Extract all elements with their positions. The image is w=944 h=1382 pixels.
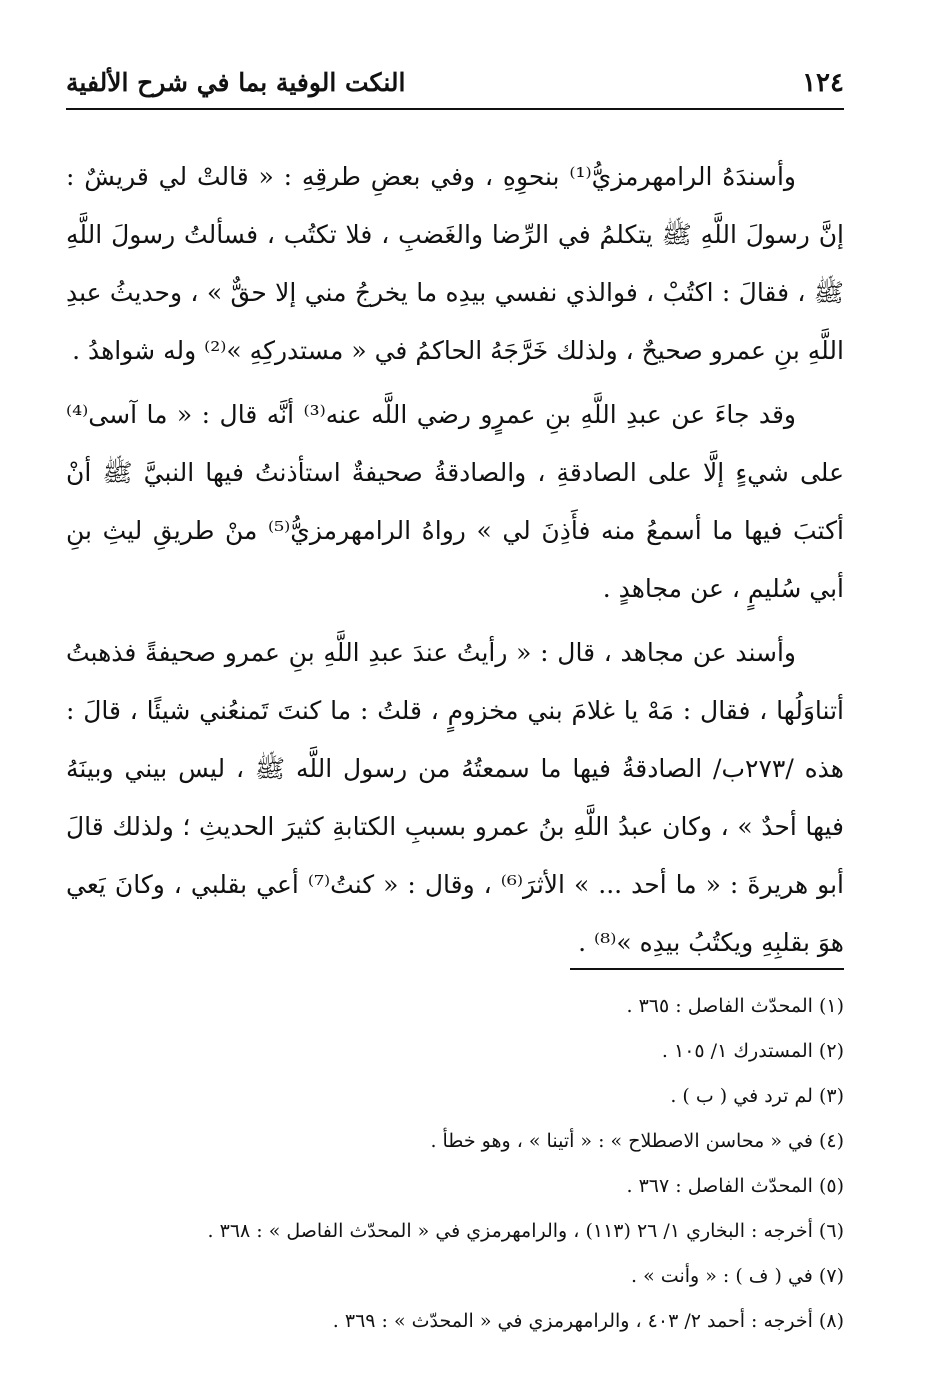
page-header [66, 64, 844, 110]
footnote: (٨) أخرجه : أحمد ٢/ ٤٠٣ ، والرامهرمزي في « المحدّث » : ٣٦٩ . [332, 1310, 844, 1332]
paragraph: وأسند عن مجاهد ، قال : « رأيتُ عندَ عبدِ اللَّهِ بنِ عمرو صحيفةً فذهبتُ أتناوَلُها ، فقال : مَهْ يا غلامَ بني مخزومٍ ، قلتُ : ما كنتَ تَمنعُني شيئًا ، قالَ : هذه /٢٧٣ب/ الصادقةُ فيها ما سمعتُهُ من رسول اللَّه ﷺ ، ليس بيني وبينَهُ فيها أحدٌ » ، وكان عبدُ اللَّهِ بنُ عمرو بسببِ الكتابةِ كثيرَ الحديثِ ؛ ولذلك قالَ أبو هريرةَ : « ما أحد ... » الأثرَ⁽⁶⁾ ، وقال : « كنتُ⁽⁷⁾ أعي بقلبي ، وكانَ يَعي هوَ بقلبِهِ ويكتُبُ بيدِه »⁽⁸⁾ . [66, 638, 844, 957]
paragraph: وأسندَهُ الرامهرمزيُّ⁽¹⁾ بنحوِهِ ، وفي بعضِ طرقِهِ : « قالتْ لي قريشٌ : إنَّ رسولَ اللَّهِ ﷺ يتكلمُ في الرِّضا والغَضبِ ، فلا تكتُب ، فسألتُ رسولَ اللَّهِ ﷺ ، فقالَ : اكتُبْ ، فوالذي نفسي بيدِه ما يخرجُ مني إلا حقٌّ » ، وحديثُ عبدِ اللَّهِ بنِ عمرو صحيحٌ ، ولذلك خَرَّجَهُ الحاكمُ في « مستدركِهِ »⁽²⁾ وله شواهدُ . [66, 162, 844, 365]
main-text [66, 148, 844, 978]
footnote: (٣) لم ترد في ( ب ) . [670, 1085, 844, 1107]
footnote: (٢) المستدرك ١/ ١٠٥ . [661, 1040, 844, 1062]
footnote: (١) المحدّث الفاصل : ٣٦٥ . [626, 995, 844, 1017]
footnotes [66, 984, 844, 1344]
footnote: (٥) المحدّث الفاصل : ٣٦٧ . [626, 1175, 844, 1197]
footnote: (٦) أخرجه : البخاري ١/ ٢٦ (١١٣) ، والرامهرمزي في « المحدّث الفاصل » : ٣٦٨ . [207, 1220, 844, 1242]
page-number: ١٢٤ [802, 68, 844, 98]
paragraph: وقد جاءَ عن عبدِ اللَّهِ بنِ عمرٍو رضي اللَّه عنه⁽³⁾ أنَّه قال : « ما آسى⁽⁴⁾ على شيءٍ إلَّا على الصادقةِ ، والصادقةُ صحيفةٌ استأذنتُ فيها النبيَّ ﷺ أنْ أكتبَ فيها ما أسمعُ منه فأَذِنَ لي » رواهُ الرامهرمزيُّ⁽⁵⁾ منْ طريقِ ليثِ بنِ أبي سُليمٍ ، عن مجاهدٍ . [66, 400, 845, 603]
footnote: (٤) في « محاسن الاصطلاح » : « أتينا » ، وهو خطأ . [430, 1130, 844, 1152]
footnote: (٧) في ( ف ) : « وأنت » . [631, 1265, 844, 1287]
running-title: النكت الوفية بما في شرح الألفية [66, 68, 406, 97]
footnote-separator [570, 968, 844, 970]
